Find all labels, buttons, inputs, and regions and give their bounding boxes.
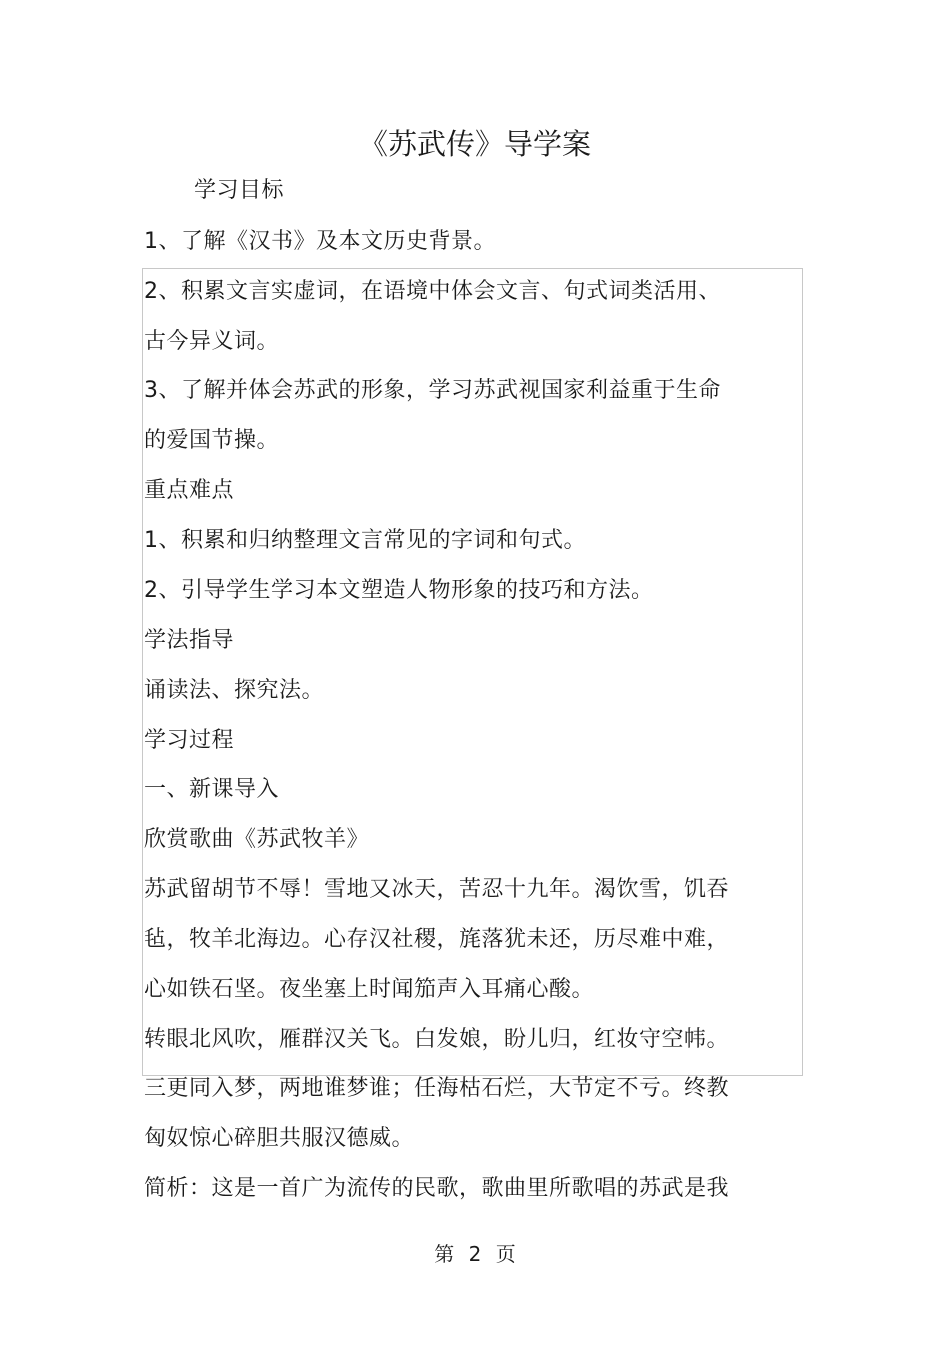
text-line: 的爱国节操。 — [144, 428, 280, 453]
text-line: 1、积累和归纳整理文言常见的字词和句式。 — [144, 528, 586, 553]
text-line: 诵读法、探究法。 — [144, 678, 325, 703]
text-line: 2、积累文言实虚词，在语境中体会文言、句式词类活用、 — [144, 279, 721, 304]
text-line: 古今异义词。 — [144, 329, 280, 354]
text-line: 转眼北风吹，雁群汉关飞。白发娘，盼儿归，红妆守空帏。 — [144, 1027, 730, 1052]
text-line: 毡，牧羊北海边。心存汉社稷，旄落犹未还，历尽难中难， — [144, 927, 730, 952]
section-heading-process: 学习过程 — [144, 728, 235, 753]
text-line: 欣赏歌曲《苏武牧羊》 — [144, 827, 370, 852]
text-line: 苏武留胡节不辱！雪地又冰天，苦忍十九年。渴饮雪，饥吞 — [144, 877, 730, 902]
text-line: 3、了解并体会苏武的形象，学习苏武视国家利益重于生命 — [144, 378, 721, 403]
text-line: 一、新课导入 — [144, 777, 280, 802]
text-line: 简析：这是一首广为流传的民歌，歌曲里所歌唱的苏武是我 — [144, 1176, 730, 1201]
section-heading-objectives: 学习目标 — [194, 178, 285, 203]
page-number: 第 2 页 — [434, 1242, 516, 1266]
document-title: 《苏武传》导学案 — [358, 127, 591, 161]
text-line: 三更同入梦，两地谁梦谁；任海枯石烂，大节定不亏。终教 — [144, 1076, 730, 1101]
text-line: 1、了解《汉书》及本文历史背景。 — [144, 229, 496, 254]
text-line: 心如铁石坚。夜坐塞上时闻笳声入耳痛心酸。 — [144, 977, 595, 1002]
section-heading-method: 学法指导 — [144, 628, 235, 653]
text-line: 2、引导学生学习本文塑造人物形象的技巧和方法。 — [144, 578, 654, 603]
text-line: 匈奴惊心碎胆共服汉德威。 — [144, 1126, 415, 1151]
section-heading-key-points: 重点难点 — [144, 478, 235, 503]
